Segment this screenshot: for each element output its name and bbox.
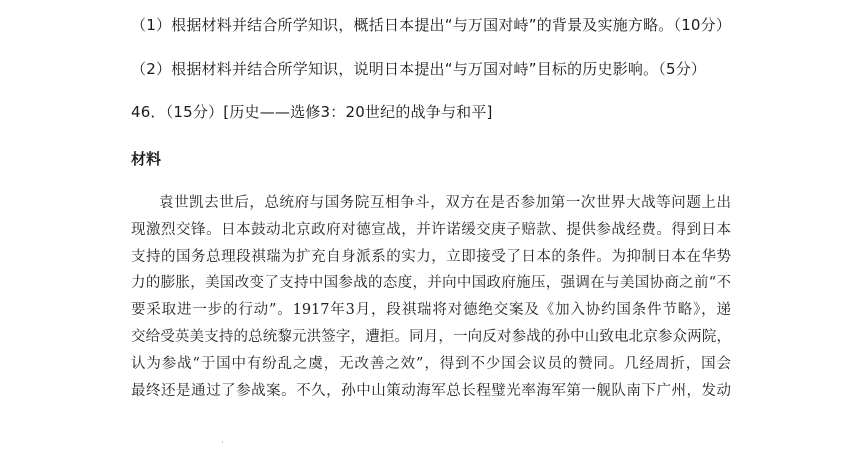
material-line: 袁世凯去世后，总统府与国务院互相争斗，双方在是否参加第一次世界大战等问题上出 xyxy=(159,195,731,211)
material-line: 现激烈交锋。日本鼓动北京政府对德宣战，并许诺缓交庚子赔款、提供参战经费。得到日本 xyxy=(131,221,731,238)
material-line: 交给受英美支持的总统黎元洪签字，遭拒。同月，一向反对参战的孙中山致电北京参众两院， xyxy=(131,328,731,345)
footer-mark: · xyxy=(221,438,224,448)
question-46-header: 46．（15分）[历史——选修3：20世纪的战争与和平] xyxy=(131,103,493,121)
question-1: （1）根据材料并结合所学知识，概括日本提出“与万国对峙”的背景及实施方略。（10分） xyxy=(131,16,732,34)
material-line: 最终还是通过了参战案。不久，孙中山策动海军总长程璧光率海军第一舰队南下广州，发动 xyxy=(131,382,731,399)
material-heading: 材料 xyxy=(131,150,162,168)
material-passage xyxy=(131,190,731,404)
material-line: 认为参战“于国中有纷乱之虞，无改善之效”，得到不少国会议员的赞同。几经周折，国会 xyxy=(131,355,731,372)
material-line: 力的膨胀，美国改变了支持中国参战的态度，并向中国政府施压，强调在与美国协商之前“不 xyxy=(131,275,731,292)
material-line: 要采取进一步的行动”。1917年3月，段祺瑞将对德绝交案及《加入协约国条件节略》，递 xyxy=(131,302,731,319)
material-line: 支持的国务总理段祺瑞为扩充自身派系的实力，立即接受了日本的条件。为抑制日本在华势 xyxy=(131,248,731,265)
question-2: （2）根据材料并结合所学知识，说明日本提出“与万国对峙”目标的历史影响。（5分） xyxy=(131,60,707,78)
